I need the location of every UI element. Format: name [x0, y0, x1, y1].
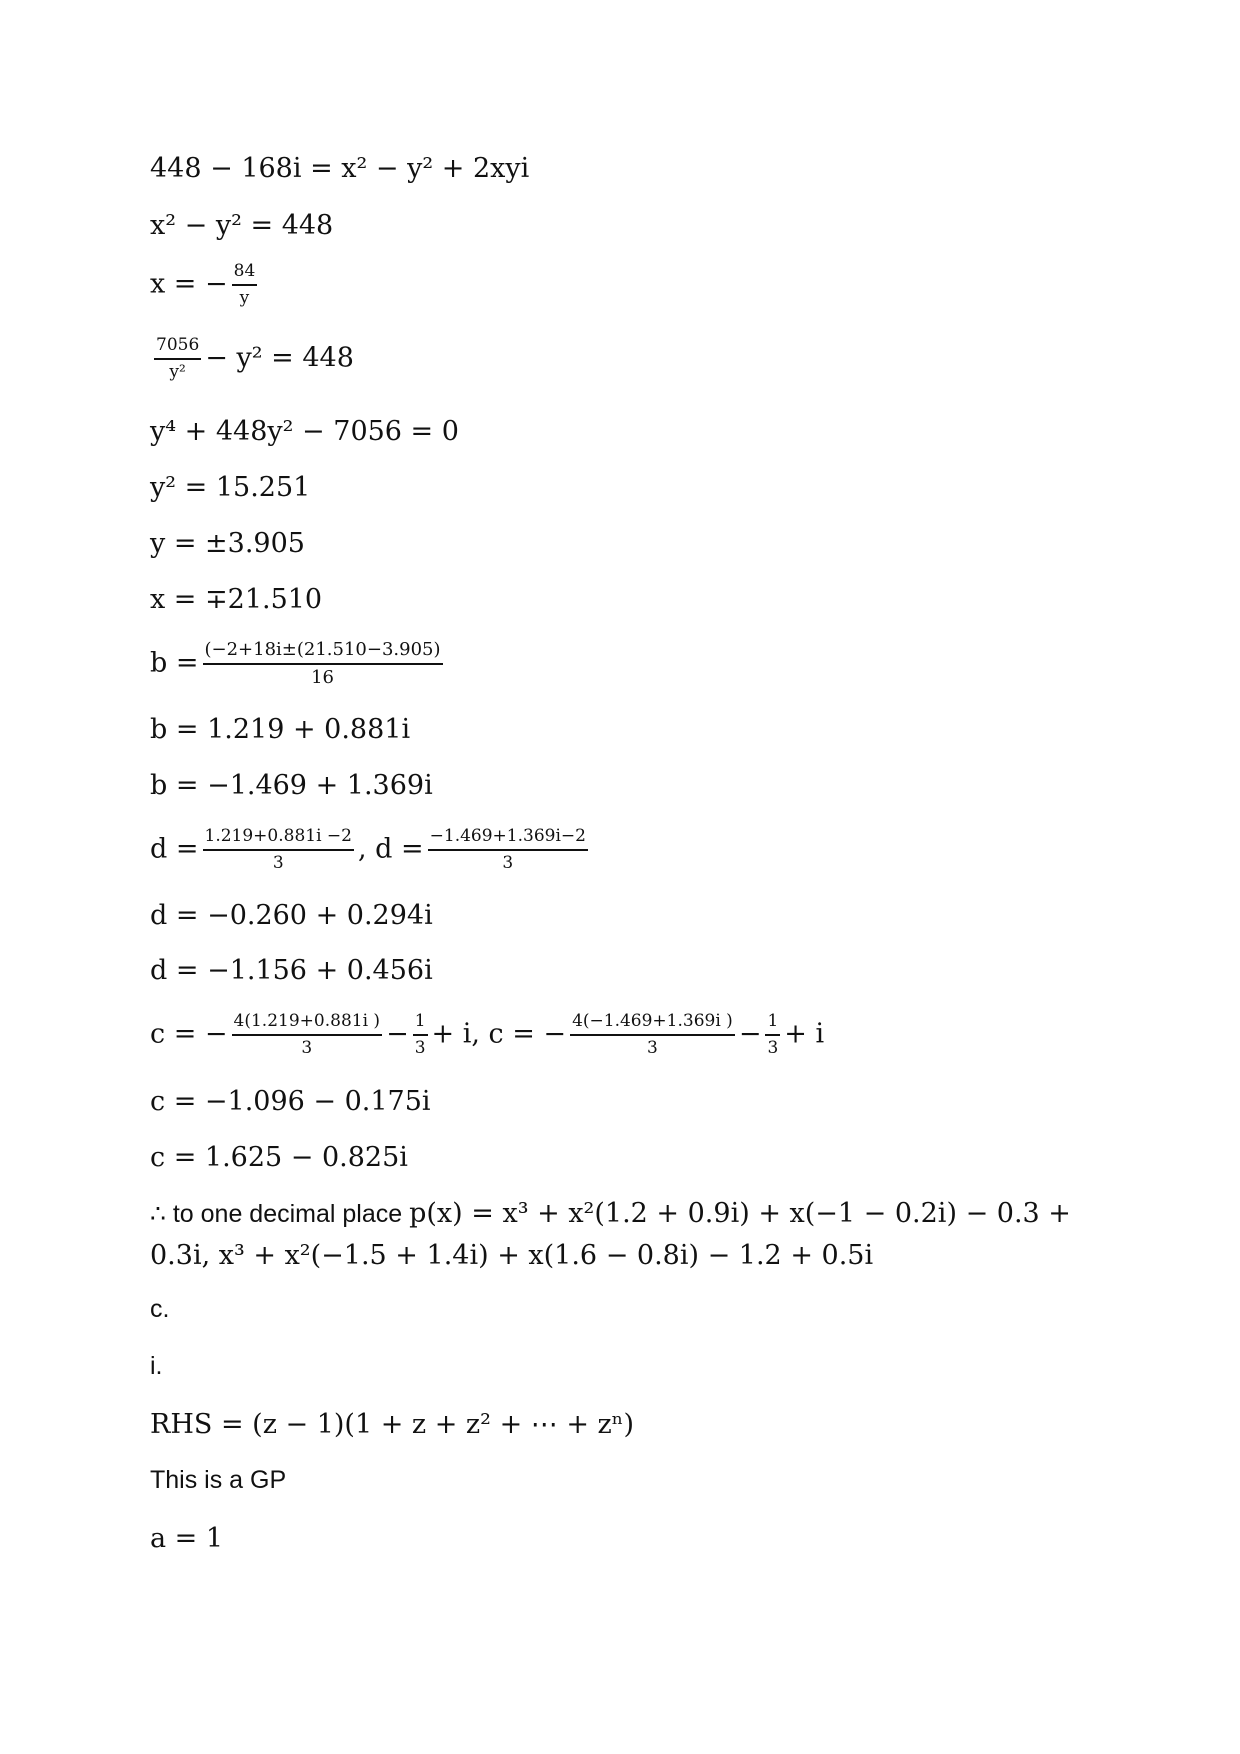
fraction [232, 262, 258, 308]
section-label: c. [150, 1295, 170, 1323]
line-5 [150, 418, 459, 445]
fraction-denominator: 3 [647, 1037, 658, 1058]
fraction-denominator: 3 [414, 1037, 426, 1058]
fraction-numerator: 84 [232, 262, 258, 286]
line-23 [150, 1468, 286, 1493]
fraction [203, 640, 443, 688]
line-3 [150, 262, 261, 308]
line-13 [150, 902, 433, 929]
fraction-denominator: 3 [502, 852, 514, 873]
equation-text: c = −1.096 − 0.175i [150, 1086, 431, 1117]
equation-operator: − [386, 1018, 409, 1050]
equation-text: a = 1 [150, 1523, 224, 1554]
fraction [154, 336, 201, 382]
subsection-label: i. [150, 1352, 163, 1380]
fraction-denominator: 16 [311, 666, 334, 688]
equation-text: 0.3i, x³ + x²(−1.5 + 1.4i) + x(1.6 − 0.8i) − 1.2 + 0.5i [150, 1240, 874, 1271]
equation-text: b = 1.219 + 0.881i [150, 714, 411, 745]
fraction-denominator: y² [169, 361, 186, 382]
line-20 [150, 1297, 169, 1322]
equation-lhs: x = − [150, 268, 228, 300]
fraction [413, 1012, 428, 1058]
equation-operator: + i, c = − [431, 1018, 567, 1050]
line-2 [150, 212, 333, 239]
line-14 [150, 957, 433, 984]
fraction-numerator: 1.219+0.881i −2 [203, 827, 354, 851]
equation-operator: − [738, 1018, 762, 1050]
equation-lhs: b = [150, 647, 199, 679]
line-9 [150, 640, 447, 688]
line-8 [150, 586, 322, 613]
fraction-denominator: y [239, 287, 250, 308]
line-19 [150, 1242, 873, 1269]
fraction [232, 1012, 383, 1058]
equation-text: x = ∓21.510 [150, 584, 323, 615]
equation-text: y² = 15.251 [150, 472, 311, 503]
fraction [765, 1012, 780, 1058]
text-line: This is a GP [150, 1466, 287, 1494]
fraction [570, 1012, 735, 1058]
fraction-numerator: −1.469+1.369i−2 [428, 827, 588, 851]
line-1 [150, 155, 529, 182]
fraction-numerator: 4(−1.469+1.369i ) [570, 1012, 735, 1036]
fraction-numerator: 1 [413, 1012, 428, 1036]
line-22 [150, 1411, 634, 1438]
equation-text: b = −1.469 + 1.369i [150, 770, 433, 801]
conclusion-prefix: ∴ to one decimal place [150, 1200, 410, 1228]
line-18 [150, 1200, 1071, 1227]
line-7 [150, 530, 305, 557]
equation-text: x² − y² = 448 [150, 210, 334, 241]
fraction [428, 827, 588, 873]
equation-text: d = −0.260 + 0.294i [150, 900, 433, 931]
equation-text: d = −1.156 + 0.456i [150, 955, 433, 986]
fraction-numerator: 4(1.219+0.881i ) [232, 1012, 383, 1036]
equation-text: RHS = (z − 1)(1 + z + z² + ⋯ + zⁿ) [150, 1409, 634, 1440]
equation-text: p(x) = x³ + x²(1.2 + 0.9i) + x(−1 − 0.2i) − 0.3 + [409, 1198, 1071, 1229]
line-24 [150, 1525, 223, 1552]
equation-rhs: − y² = 448 [205, 342, 354, 374]
fraction-denominator: 3 [767, 1037, 779, 1058]
fraction-denominator: 3 [272, 852, 284, 873]
line-17 [150, 1144, 408, 1171]
fraction-numerator: (−2+18i±(21.510−3.905) [203, 640, 443, 665]
line-4 [150, 336, 354, 382]
line-15 [150, 1012, 824, 1058]
line-21 [150, 1354, 163, 1379]
line-6 [150, 474, 310, 501]
line-10 [150, 716, 410, 743]
equation-lhs: d = [150, 833, 199, 865]
fraction [203, 827, 354, 873]
equation-text: y⁴ + 448y² − 7056 = 0 [150, 416, 459, 447]
line-11 [150, 772, 433, 799]
fraction-numerator: 1 [765, 1012, 780, 1036]
line-12 [150, 827, 592, 873]
line-16 [150, 1088, 431, 1115]
equation-lhs: c = − [150, 1018, 228, 1050]
equation-text: c = 1.625 − 0.825i [150, 1142, 408, 1173]
equation-text: 448 − 168i = x² − y² + 2xyi [150, 153, 530, 184]
equation-separator: , d = [357, 833, 424, 865]
equation-text: y = ±3.905 [150, 528, 305, 559]
equation-operator: + i [784, 1018, 825, 1050]
fraction-denominator: 3 [301, 1037, 313, 1058]
fraction-numerator: 7056 [154, 336, 201, 360]
